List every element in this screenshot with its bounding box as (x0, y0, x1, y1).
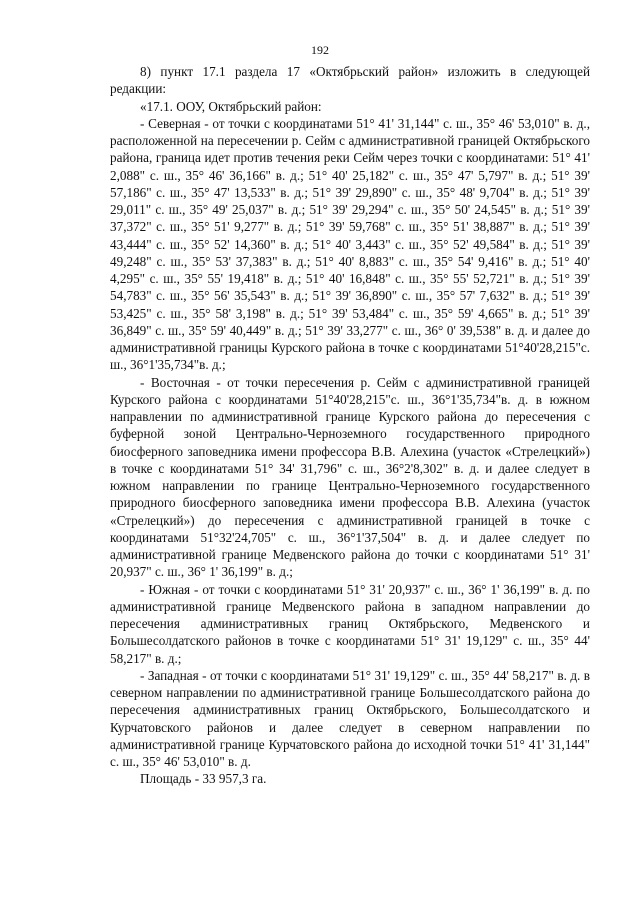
western-boundary-paragraph: - Западная - от точки с координатами 51° 31' 19,129" с. ш., 35° 44' 58,217" в. д. в северном направлении по административной границе Большесолдатского района до пересечения административных границ Октябрьского, Большесолдатского и Курчатовского районов и далее следует в северном направлении по административной границе Курчатовского района до исходной точки 51° 41' 31,144" с. ш., 35° 46' 53,010" в. д. (110, 667, 590, 769)
section-heading: «17.1. ООУ, Октябрьский район: (140, 98, 322, 114)
page-number: 192 (311, 43, 329, 57)
amendment-intro-paragraph: 8) пункт 17.1 раздела 17 «Октябрьский район» изложить в следующей редакции: (110, 64, 590, 97)
eastern-boundary-paragraph: - Восточная - от точки пересечения р. Сейм с административной границей Курского района с координатами 51°40'28,215"с. ш., 36°1'35,734"в. д. в южном направлении по административной границе Курского района до пересечения с буферной зоной Центрально-Черноземного государственного природного биосферного заповедника имени профессора В.В. Алехина (участок «Стрелецкий») в точке с координатами 51° 34' 31,796" с. ш., 36°2'8,302" в. д. и далее следует в южном направлении по границе Центрально-Черноземного государственного природного биосферного заповедника имени профессора В.В. Алехина (участок «Стрелецкий») до пересечения с административной границей в точке с координатами 51°32'24,705" с. ш., 36°1'37,504" в. д. и далее следует по административной границе Медвенского района до точки с координатами 51° 31' 20,937" с. ш., 36° 1' 36,199" в. д.; (110, 374, 590, 580)
document-body (110, 63, 590, 788)
area-paragraph: Площадь - 33 957,3 га. (140, 771, 267, 787)
southern-boundary-paragraph: - Южная - от точки с координатами 51° 31' 20,937" с. ш., 36° 1' 36,199" в. д. по административной границе Медвенского района в западном направлении до пересечения административных границ Октябрьского, Медвенского и Большесолдатского районов в точке с координатами 51° 31' 19,129" с. ш., 35° 44' 58,217" в. д.; (110, 581, 590, 666)
northern-boundary-paragraph: - Северная - от точки с координатами 51° 41' 31,144" с. ш., 35° 46' 53,010" в. д., расположенной на пересечении р. Сейм с административной границей Октябрьского района, граница идет против течения реки Сейм через точки с координатами: 51° 41' 2,088" с. ш., 35° 46' 36,166" в. д.; 51° 40' 25,182" с. ш., 35° 47' 5,797" в. д.; 51° 39' 57,186" с. ш., 35° 47' 13,533" в. д.; 51° 39' 29,890" с. ш., 35° 48' 9,704" в. д.; 51° 39' 29,011" с. ш., 35° 49' 25,037" в. д.; 51° 39' 29,294" с. ш., 35° 50' 24,545" в. д.; 51° 39' 37,372" с. ш., 35° 51' 9,277" в. д.; 51° 39' 59,768" с. ш., 35° 51' 38,887" в. д.; 51° 39' 43,444" с. ш., 35° 52' 14,360" в. д.; 51° 40' 3,443" с. ш., 35° 52' 49,584" в. д.; 51° 39' 49,248" с. ш., 35° 53' 37,383" в. д.; 51° 40' 8,883" с. ш., 35° 54' 9,416" в. д.; 51° 40' 4,295" с. ш., 35° 55' 19,418" в. д.; 51° 40' 16,848" с. ш., 35° 55' 52,721" в. д.; 51° 39' 54,783" с. ш., 35° 56' 35,543" в. д.; 51° 39' 36,890" с. ш., 35° 57' 7,632" в. д.; 51° 39' 53,425" с. ш., 35° 58' 3,198" в. д.; 51° 39' 53,484" с. ш., 35° 59' 4,665" в. д.; 51° 39' 36,849" с. ш., 35° 59' 40,449" в. д.; 51° 39' 33,277" с. ш., 36° 0' 39,538" в. д. и далее до административной границы Курского района в точке с координатами 51°40'28,215"с. ш., 36°1'35,734"в. д.; (110, 115, 590, 373)
